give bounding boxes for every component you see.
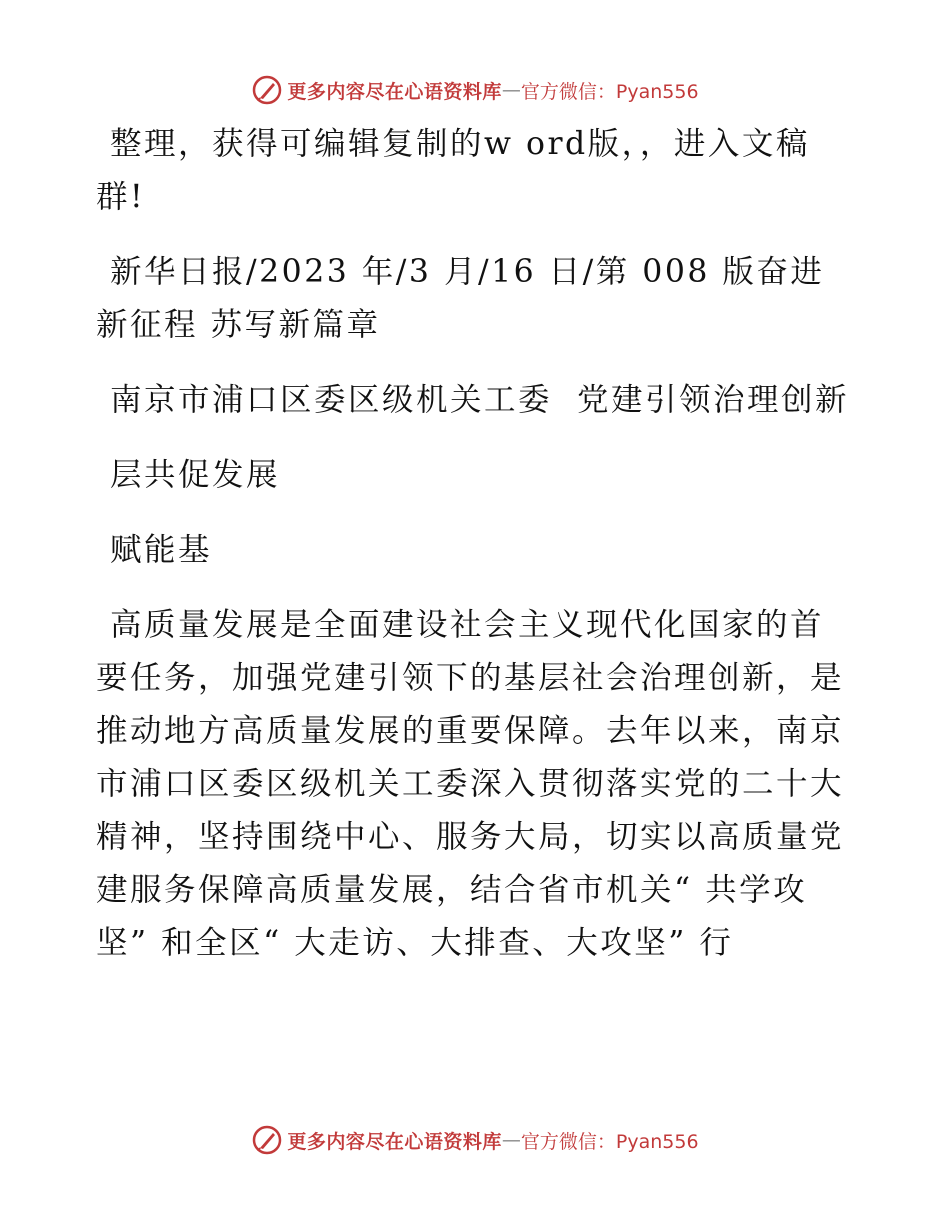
footer-banner (0, 1120, 950, 1160)
quill-logo-icon (251, 74, 283, 106)
paragraph: 层共促发展 (110, 457, 281, 493)
banner-wechat-text: 官方微信：Pyan556 (520, 1130, 699, 1153)
banner-separator: — (501, 79, 521, 101)
paragraph: 赋能基 (110, 532, 213, 568)
banner-brand-text: 更多内容尽在心语资料库 (287, 80, 502, 103)
paragraph: 南京市浦口区委区级机关工委 党建引领治理创新 (110, 382, 850, 418)
banner-wechat-text: 官方微信：Pyan556 (520, 80, 699, 103)
document-body (96, 118, 856, 992)
paragraph: 新华日报/2023 年/3 月/16 日/第 008 版奋进新征程 苏写新篇章 (96, 254, 825, 343)
paragraph: 高质量发展是全面建设社会主义现代化国家的首要任务，加强党建引领下的基层社会治理创新，是推动地方高质量发展的重要保障。去年以来，南京市浦口区委区级机关工委深入贯彻落实党的二十大精神，坚持围绕中心、服务大局，切实以高质量党建服务保障高质量发展，结合省市机关“ 共学攻坚” 和全区“ 大走访、大排查、大攻坚” 行 (96, 607, 845, 961)
banner-separator: — (501, 1129, 521, 1151)
header-banner (0, 70, 950, 110)
paragraph: 整理，获得可编辑复制的w ord版，，进入文稿群! (96, 126, 810, 215)
quill-logo-icon (251, 1124, 283, 1156)
banner-brand-text: 更多内容尽在心语资料库 (287, 1130, 502, 1153)
